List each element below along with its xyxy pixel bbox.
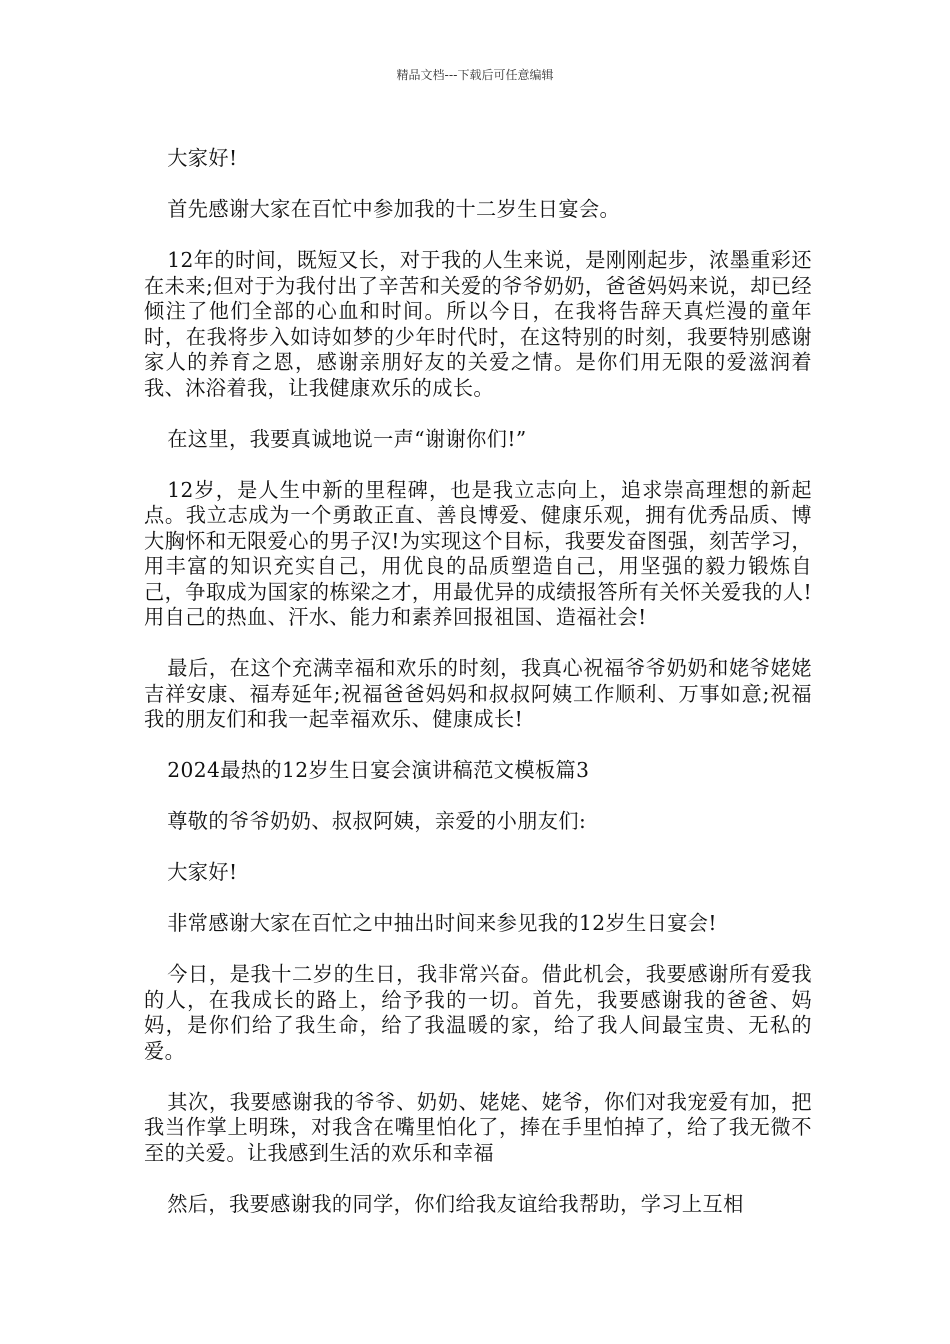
paragraph: 然后，我要感谢我的同学，你们给我友谊给我帮助，学习上互相	[167, 1191, 744, 1216]
document-body	[144, 146, 812, 1243]
paragraph: 其次，我要感谢我的爷爷、奶奶、姥姥、姥爷，你们对我宠爱有加，把我当作掌上明珠，对我含在嘴里怕化了，捧在手里怕掉了，给了我无微不至的关爱。让我感到生活的欢乐和幸福	[144, 1089, 812, 1165]
paragraph: 今日，是我十二岁的生日，我非常兴奋。借此机会，我要感谢所有爱我的人，在我成长的路上，给予我的一切。首先，我要感谢我的爸爸、妈妈，是你们给了我生命，给了我温暖的家，给了我人间最宝贵、无私的爱。	[144, 962, 812, 1063]
paragraph: 在这里，我要真诚地说一声“谢谢你们!”	[167, 426, 527, 451]
paragraph: 尊敬的爷爷奶奶、叔叔阿姨，亲爱的小朋友们:	[167, 809, 587, 833]
paragraph: 12岁，是人生中新的里程碑，也是我立志向上，追求崇高理想的新起点。我立志成为一个勇敢正直、善良博爱、健康乐观，拥有优秀品质、博大胸怀和无限爱心的男子汉!为实现这个目标，我要发奋图强，刻苦学习，用丰富的知识充实自己，用优良的品质塑造自己，用坚强的毅力锻炼自己，争取成为国家的栋梁之才，用最优异的成绩报答所有关怀关爱我的人!用自己的热血、汗水、能力和素养回报祖国、造福社会!	[144, 477, 812, 629]
page-header: 精品文档---下载后可任意编辑	[396, 68, 554, 82]
section-heading: 2024最热的12岁生日宴会演讲稿范文模板篇3	[167, 758, 590, 782]
paragraph: 最后，在这个充满幸福和欢乐的时刻，我真心祝福爷爷奶奶和姥爷姥姥吉祥安康、福寿延年;祝福爸爸妈妈和叔叔阿姨工作顺利、万事如意;祝福我的朋友们和我一起幸福欢乐、健康成长!	[144, 656, 812, 731]
paragraph: 大家好!	[167, 146, 238, 170]
paragraph: 大家好!	[167, 860, 238, 884]
paragraph: 12年的时间，既短又长，对于我的人生来说，是刚刚起步，浓墨重彩还在未来;但对于为我付出了辛苦和关爱的爷爷奶奶，爸爸妈妈来说，却已经倾注了他们全部的心血和时间。所以今日，在我将告辞天真烂漫的童年时，在我将步入如诗如梦的少年时代时，在这特别的时刻，我要特别感谢家人的养育之恩，感谢亲朋好友的关爱之情。是你们用无限的爱滋润着我、沐浴着我，让我健康欢乐的成长。	[144, 248, 812, 400]
paragraph: 首先感谢大家在百忙中参加我的十二岁生日宴会。	[167, 197, 621, 221]
paragraph: 非常感谢大家在百忙之中抽出时间来参见我的12岁生日宴会!	[167, 911, 717, 935]
